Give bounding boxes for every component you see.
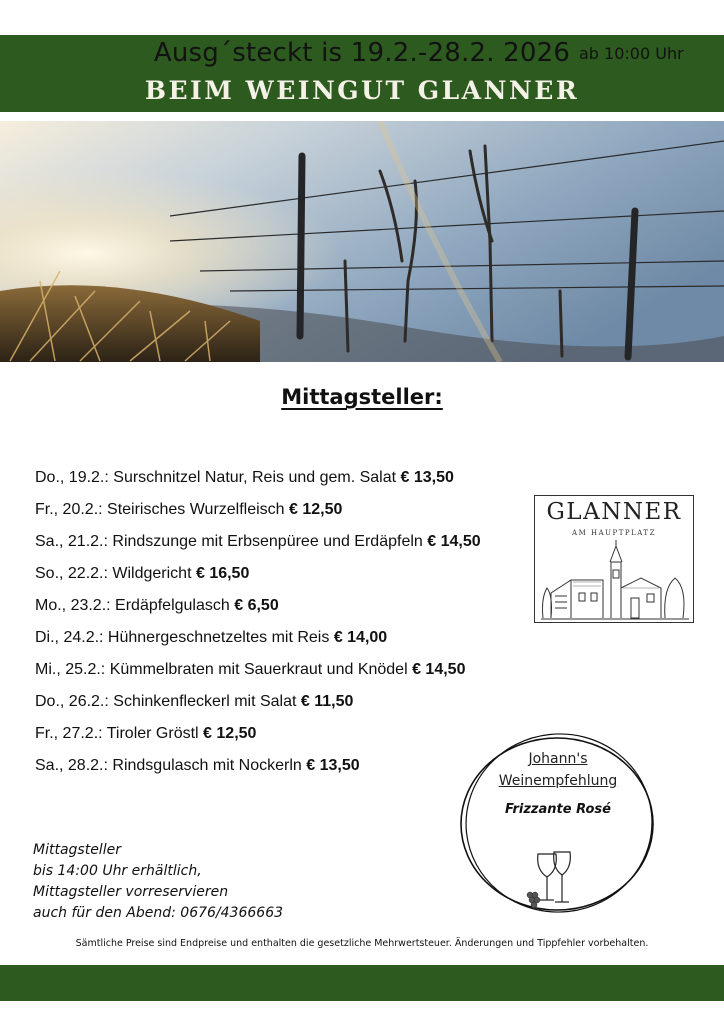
footer-band xyxy=(0,965,724,1001)
glanner-logo xyxy=(534,495,694,623)
event-dates: Ausg´steckt is 19.2.-28.2. 2026 xyxy=(153,38,571,68)
menu-item-price: € 6,50 xyxy=(234,597,279,614)
menu-item-price: € 12,50 xyxy=(289,501,343,518)
menu-item xyxy=(35,499,535,531)
menu-item-text: Di., 24.2.: Hühnergeschnetzeltes mit Reis xyxy=(35,629,334,646)
wine-title-line2: Weinempfehlung xyxy=(498,773,618,789)
wine-name: Frizzante Rosé xyxy=(505,802,611,817)
notes-line: Mittagsteller xyxy=(33,842,121,858)
wine-glasses-icon xyxy=(524,850,584,910)
menu-item xyxy=(35,563,535,595)
menu-item xyxy=(35,659,535,691)
menu-item xyxy=(35,595,535,627)
menu-item-price: € 16,50 xyxy=(195,565,250,582)
menu-item-price: € 14,50 xyxy=(427,533,481,550)
menu-item-price: € 14,50 xyxy=(412,661,466,678)
menu-item-text: Fr., 20.2.: Steirisches Wurzelfleisch xyxy=(35,501,290,518)
wine-recommendation xyxy=(457,732,659,918)
menu-item-text: Do., 26.2.: Schinkenfleckerl mit Salat xyxy=(35,693,301,710)
menu-item-text: Mo., 23.2.: Erdäpfelgulasch xyxy=(35,597,235,614)
menu-item xyxy=(35,627,535,659)
menu-item xyxy=(35,467,535,499)
menu-item-text: Fr., 27.2.: Tiroler Gröstl xyxy=(35,725,204,742)
menu-item-price: € 14,00 xyxy=(333,629,388,646)
notes-line: bis 14:00 Uhr erhältlich, xyxy=(33,863,202,879)
price-disclaimer: Sämtliche Preise sind Endpreise und enthalten die gesetzliche Mehrwertsteuer. Änderungen und Tippfehler vorbehalten. xyxy=(75,938,649,949)
menu-item-price: € 11,50 xyxy=(300,693,354,710)
wine-title-line1: Johann's xyxy=(528,751,588,767)
menu-item-text: So., 22.2.: Wildgericht xyxy=(35,565,196,582)
menu-title: Mittagsteller: xyxy=(281,385,443,409)
menu-item xyxy=(35,691,535,723)
menu-item-text: Do., 19.2.: Surschnitzel Natur, Reis und gem. Salat xyxy=(35,469,401,486)
menu-item-text: Mi., 25.2.: Kümmelbraten mit Sauerkraut und Knödel xyxy=(35,661,413,678)
menu-item-price: € 13,50 xyxy=(306,757,360,774)
menu-item-price: € 12,50 xyxy=(203,725,257,742)
wine-recommendation-title xyxy=(457,748,659,792)
logo-subtitle: AM HAUPTPLATZ xyxy=(572,529,656,537)
logo-name: GLANNER xyxy=(546,499,682,525)
notes-line: auch für den Abend: 0676/4366663 xyxy=(33,905,284,921)
winery-name: BEIM WEINGUT GLANNER xyxy=(144,76,580,105)
opening-time: ab 10:00 Uhr xyxy=(579,44,684,63)
menu-item-price: € 13,50 xyxy=(400,469,454,486)
lunch-notes xyxy=(33,840,283,924)
menu-item-text: Sa., 21.2.: Rindszunge mit Erbsenpüree und Erdäpfeln xyxy=(35,533,428,550)
church-illustration-icon xyxy=(541,538,689,620)
vineyard-photo xyxy=(0,121,724,362)
menu-item-text: Sa., 28.2.: Rindsgulasch mit Nockerln xyxy=(35,757,307,774)
notes-line: Mittagsteller vorreservieren xyxy=(33,884,229,900)
menu-item xyxy=(35,531,535,563)
